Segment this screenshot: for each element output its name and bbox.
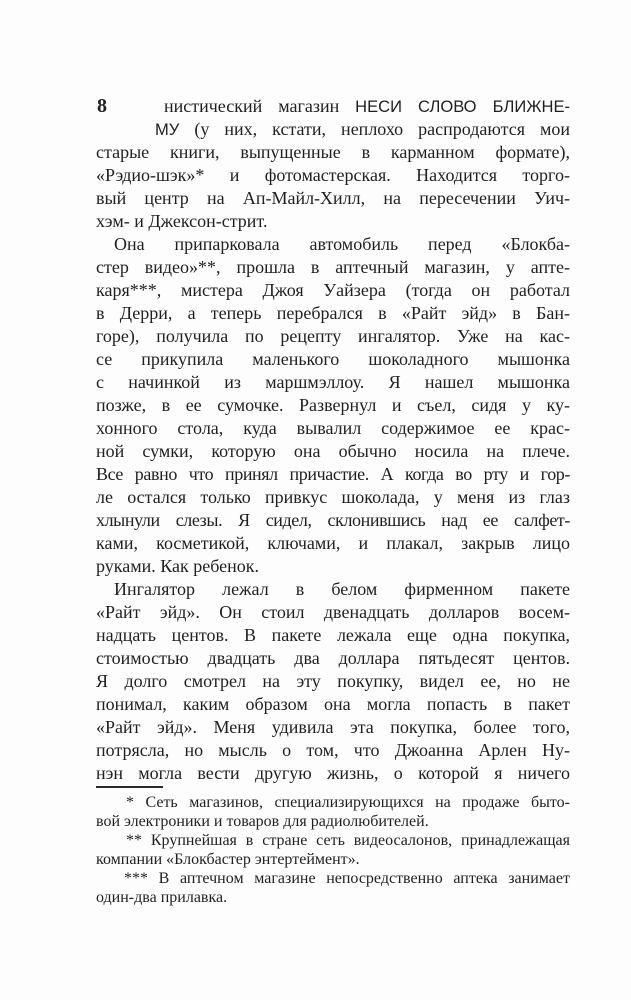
body-line bbox=[96, 164, 570, 187]
page-number: 8 bbox=[97, 95, 107, 117]
body-line bbox=[96, 532, 570, 555]
footnote-line bbox=[96, 812, 570, 831]
text-segment: стоимостью двадцать два доллара пятьдесят центов. bbox=[96, 648, 570, 668]
text-segment: «Райт эйд». Меня удивила эта покупка, более того, bbox=[96, 717, 570, 737]
body-line bbox=[96, 762, 570, 785]
footnote-line bbox=[96, 850, 570, 869]
body-line bbox=[96, 256, 570, 279]
text-segment: каря***, мистера Джоя Уайзера (тогда он работал bbox=[96, 280, 570, 300]
body-line bbox=[96, 509, 570, 532]
text-segment: хлынули слезы. Я сидел, склонившись над ее салфет- bbox=[96, 510, 570, 530]
text-segment: позже, в ее сумочке. Развернул и съел, сидя у ку- bbox=[96, 395, 570, 415]
body-line bbox=[96, 118, 570, 141]
text-segment: горе), получила по рецепту ингалятор. Уже на кас- bbox=[96, 326, 570, 346]
body-line bbox=[96, 348, 570, 371]
text-segment: «Райт эйд». Он стоил двенадцать долларов восем- bbox=[96, 602, 570, 622]
footnote-line bbox=[96, 869, 570, 888]
text-segment: вой электроники и товаров для радиолюбителей. bbox=[96, 813, 429, 830]
text-segment: ле остался только привкус шоколада, у меня из глаз bbox=[96, 487, 570, 507]
body-line bbox=[96, 601, 570, 624]
body-line bbox=[96, 486, 570, 509]
body-line bbox=[96, 693, 570, 716]
body-line bbox=[96, 417, 570, 440]
text-segment: Она припарковала автомобиль перед «Блокба- bbox=[114, 234, 570, 254]
body-text bbox=[96, 95, 570, 785]
text-segment: старые книги, выпущенные в карманном формате), bbox=[96, 142, 570, 162]
body-line bbox=[96, 210, 570, 233]
body-line bbox=[96, 394, 570, 417]
footnote-separator bbox=[96, 786, 163, 788]
text-segment: руками. Как ребенок. bbox=[96, 556, 260, 576]
body-line bbox=[96, 716, 570, 739]
text-segment: потрясла, но мысль о том, что Джоанна Арлен Ну- bbox=[96, 740, 570, 760]
text-segment: «Рэдио-шэк»* и фотомастерская. Находится торго- bbox=[96, 165, 570, 185]
text-segment: Ингалятор лежал в белом фирменном пакете bbox=[114, 579, 570, 599]
text-segment: стер видео»**, прошла в аптечный магазин, у апте- bbox=[96, 257, 570, 277]
text-segment: компании «Блокбастер энтертеймент». bbox=[96, 851, 360, 868]
text-segment: вый центр на Ап-Майл-Хилл, на пересечении Уич- bbox=[96, 188, 570, 208]
text-segment: * Сеть магазинов, специализирующихся на продаже быто- bbox=[126, 794, 570, 811]
body-line bbox=[96, 440, 570, 463]
text-segment: нэн могла вести другую жизнь, о которой я ничего bbox=[96, 763, 570, 783]
body-line bbox=[96, 302, 570, 325]
text-segment: *** В аптечном магазине непосредственно аптека занимает bbox=[124, 870, 570, 887]
body-line bbox=[96, 463, 570, 486]
text-segment: Все равно что принял причастие. А когда во рту и гор- bbox=[96, 464, 570, 484]
body-line bbox=[96, 371, 570, 394]
body-line bbox=[96, 578, 570, 601]
text-segment: надцать центов. В пакете лежала еще одна покупка, bbox=[96, 625, 570, 645]
body-line bbox=[96, 555, 570, 578]
text-segment: ками, косметикой, ключами, и плакал, закрыв лицо bbox=[96, 533, 570, 553]
text-segment: хонного стола, куда вывалил содержимое ее крас- bbox=[96, 418, 570, 438]
footnotes bbox=[96, 793, 570, 907]
text-segment: нистический магазин bbox=[164, 96, 356, 116]
text-segment: в Дерри, а теперь перебрался в «Райт эйд» в Бан- bbox=[96, 303, 570, 323]
footnote-line bbox=[96, 888, 570, 907]
text-segment: с начинкой из маршмэллоу. Я нашел мышонка bbox=[96, 372, 570, 392]
text-segment: Я долго смотрел на эту покупку, видел ее, но не bbox=[96, 671, 570, 691]
body-line bbox=[96, 739, 570, 762]
body-line bbox=[96, 95, 570, 118]
body-line bbox=[96, 647, 570, 670]
text-segment: НЕСИ СЛОВО БЛИЖНЕ- bbox=[355, 97, 570, 116]
footnote-line bbox=[96, 793, 570, 812]
text-segment: се прикупила маленького шоколадного мышонка bbox=[96, 349, 570, 369]
text-segment: хэм- и Джексон-стрит. bbox=[96, 211, 268, 231]
footnote-line bbox=[96, 831, 570, 850]
body-line bbox=[96, 670, 570, 693]
text-segment: ** Крупнейшая в стране сеть видеосалонов, принадлежащая bbox=[126, 832, 570, 849]
text-segment: МУ bbox=[155, 120, 195, 139]
body-line bbox=[96, 325, 570, 348]
body-line bbox=[96, 233, 570, 256]
body-line bbox=[96, 141, 570, 164]
text-segment: (у них, кстати, неплохо распродаются мои bbox=[194, 119, 570, 139]
body-line bbox=[96, 624, 570, 647]
text-segment: один-два прилавка. bbox=[96, 889, 228, 906]
text-segment: ной сумки, которую она обычно носила на плече. bbox=[96, 441, 570, 461]
text-segment: понимал, каким образом она могла попасть в пакет bbox=[96, 694, 570, 714]
body-line bbox=[96, 187, 570, 210]
body-line bbox=[96, 279, 570, 302]
